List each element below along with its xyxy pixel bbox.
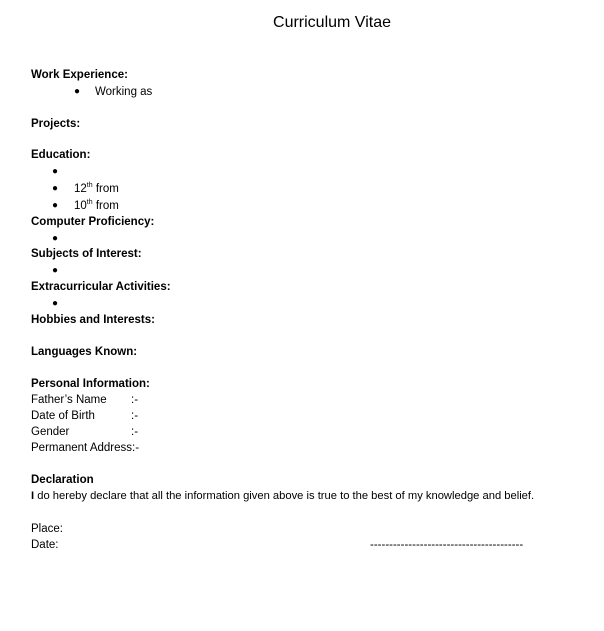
computer-proficiency-heading: Computer Proficiency: — [31, 216, 155, 228]
gender-separator: :- — [131, 426, 139, 438]
education-heading: Education: — [31, 149, 91, 161]
work-experience-item: Working as — [95, 86, 153, 98]
bullet-icon: ● — [52, 183, 59, 194]
bullet-icon: ● — [52, 233, 59, 244]
declaration-text: I do hereby declare that all the information given above is true to the best of my knowledge and belief. — [31, 490, 535, 502]
bullet-icon: ● — [52, 200, 59, 211]
gender-label: Gender — [31, 426, 70, 438]
extracurricular-heading: Extracurricular Activities: — [31, 281, 171, 293]
place-label: Place: — [31, 523, 63, 535]
date-label: Date: — [31, 539, 59, 551]
education-10th-item: 10th from — [74, 199, 119, 212]
document-title: Curriculum Vitae — [273, 14, 391, 31]
subjects-of-interest-heading: Subjects of Interest: — [31, 248, 142, 260]
languages-heading: Languages Known: — [31, 346, 138, 358]
work-experience-heading: Work Experience: — [31, 69, 128, 81]
projects-heading: Projects: — [31, 118, 81, 130]
permanent-address-label: Permanent Address:- — [31, 442, 140, 454]
education-12th-item: 12th from — [74, 182, 119, 195]
fathers-name-label: Father’s Name — [31, 394, 107, 406]
hobbies-heading: Hobbies and Interests: — [31, 314, 155, 326]
date-of-birth-label: Date of Birth — [31, 410, 95, 422]
fathers-name-separator: :- — [131, 394, 139, 406]
date-of-birth-separator: :- — [131, 410, 139, 422]
bullet-icon: ● — [52, 166, 59, 177]
personal-info-heading: Personal Information: — [31, 378, 150, 390]
bullet-icon: ● — [52, 298, 59, 309]
bullet-icon: ● — [52, 265, 59, 276]
bullet-icon: ● — [74, 86, 81, 97]
declaration-heading: Declaration — [31, 474, 94, 486]
signature-line: ---------------------------------------- — [370, 539, 524, 551]
